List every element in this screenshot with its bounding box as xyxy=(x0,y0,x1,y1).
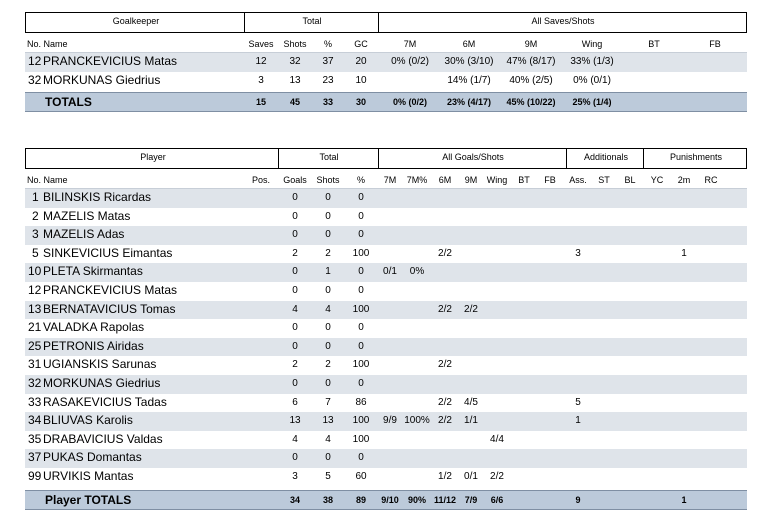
player-number: 2 xyxy=(32,208,39,223)
player-number: 31 xyxy=(28,357,42,372)
table-row xyxy=(25,356,747,375)
cell-m7: 0/1 xyxy=(383,266,397,278)
pl-col-6m: 6M xyxy=(438,175,452,185)
player-name: PLETA Skirmantas xyxy=(43,264,143,279)
cell-shots: 2 xyxy=(325,359,331,371)
gk-col-saves: Saves xyxy=(248,39,274,49)
gk-col-pct: % xyxy=(323,39,333,49)
goalkeeper-group-header: Goalkeeper xyxy=(25,12,245,33)
pl-col-ass: Ass. xyxy=(569,175,587,185)
table-row xyxy=(25,468,747,487)
player-number: 12 xyxy=(28,283,42,297)
pl-col-fb: FB xyxy=(544,175,556,185)
gk-col-bt: BT xyxy=(648,39,660,49)
cell-goals: 0 xyxy=(292,322,298,334)
pl-col-st: ST xyxy=(598,175,610,185)
player-goals-group-header: All Goals/Shots xyxy=(378,148,567,169)
player-number: 37 xyxy=(28,450,42,465)
cell-ass: 5 xyxy=(575,396,581,408)
pl-col-bt: BT xyxy=(518,175,530,185)
cell-pct: 0 xyxy=(358,322,364,334)
cell-pct: 0 xyxy=(358,210,364,222)
cell-goals: 0 xyxy=(292,192,298,203)
cell-pct: 100 xyxy=(352,415,370,427)
player-name: DRABAVICIUS Valdas xyxy=(43,431,163,446)
table-row: 12 PRANCKEVICIUS Matas 12 32 37 20 0% (0/2) 30% (3/10) 47% (8/17) 33% (1/3) xyxy=(25,53,747,72)
table-row xyxy=(25,245,747,264)
table-row: 32 MORKUNAS Giedrius 3 13 23 10 14% (1/7) 40% (2/5) 0% (0/1) xyxy=(28,73,611,87)
cell-wing: 4/4 xyxy=(490,433,504,445)
cell-pct: 0 xyxy=(358,266,364,278)
cell-m9: 0/1 xyxy=(464,471,478,482)
player-name: MORKUNAS Giedrius xyxy=(43,376,161,390)
player-number: 5 xyxy=(32,245,39,260)
pl-col-2m: 2m xyxy=(677,175,691,185)
cell-shots: 4 xyxy=(325,303,331,315)
cell-pct: 0 xyxy=(358,378,364,389)
cell-goals: 0 xyxy=(292,378,298,389)
pl-col-pct: % xyxy=(356,175,366,185)
player-name: MAZELIS Matas xyxy=(43,208,131,223)
cell-goals: 6 xyxy=(292,396,298,408)
pl-col-9m: 9M xyxy=(464,175,478,185)
pl-col-rc: RC xyxy=(704,175,718,185)
cell-m6: 2/2 xyxy=(438,247,452,259)
pl-col-shots: Shots xyxy=(316,175,340,185)
cell-goals: 4 xyxy=(292,303,298,315)
player-total-group-header: Total xyxy=(278,148,379,169)
cell-m6: 2/2 xyxy=(438,303,452,315)
player-name: BLIUVAS Karolis xyxy=(43,413,133,428)
cell-m6: 2/2 xyxy=(438,396,452,408)
player-name: BERNATAVICIUS Tomas xyxy=(43,301,176,316)
player-number: 3 xyxy=(32,227,39,242)
table-row xyxy=(25,319,747,338)
cell-shots: 0 xyxy=(325,378,331,389)
table-row xyxy=(25,449,747,468)
pl-col-bl: BL xyxy=(624,175,636,185)
player-number: 1 xyxy=(32,190,39,204)
cell-ass: 3 xyxy=(575,247,581,259)
cell-goals: 3 xyxy=(292,471,298,482)
cell-pct: 100 xyxy=(352,303,370,315)
cell-shots: 0 xyxy=(325,229,331,241)
player-number: 35 xyxy=(28,431,42,446)
player-name: URVIKIS Mantas xyxy=(43,469,134,483)
table-row xyxy=(25,431,747,450)
cell-shots: 4 xyxy=(325,433,331,445)
table-row xyxy=(25,394,747,413)
cell-goals: 2 xyxy=(292,247,298,259)
player-name: UGIANSKIS Sarunas xyxy=(43,357,157,372)
player-additionals-group-header: Additionals xyxy=(566,148,644,169)
pl-col-yc: YC xyxy=(650,175,664,185)
player-punishments-group-header: Punishments xyxy=(643,148,747,169)
player-number: 99 xyxy=(28,469,42,483)
cell-m9: 2/2 xyxy=(464,303,478,315)
cell-shots: 0 xyxy=(325,192,331,203)
cell-m6: 2/2 xyxy=(438,359,452,371)
player-number: 21 xyxy=(28,320,42,335)
gk-col-9m: 9M xyxy=(524,39,538,49)
table-row xyxy=(25,263,747,282)
cell-goals: 0 xyxy=(292,340,298,352)
cell-shots: 0 xyxy=(325,285,331,296)
cell-pct: 0 xyxy=(358,340,364,352)
pl-col-pos: Pos. xyxy=(251,175,271,185)
cell-m6: 2/2 xyxy=(438,415,452,427)
cell-pct: 100 xyxy=(352,359,370,371)
cell-shots: 5 xyxy=(325,471,331,482)
gk-col-gc: GC xyxy=(354,39,368,49)
cell-shots: 2 xyxy=(325,247,331,259)
cell-m9: 1/1 xyxy=(464,415,478,427)
cell-goals: 13 xyxy=(289,415,301,427)
cell-shots: 13 xyxy=(322,415,334,427)
table-row xyxy=(25,375,747,394)
goalkeeper-name: PRANCKEVICIUS Matas xyxy=(43,54,178,68)
player-name: PETRONIS Airidas xyxy=(43,338,144,353)
player-number: 25 xyxy=(28,338,42,353)
cell-goals: 0 xyxy=(292,452,298,464)
table-row xyxy=(25,208,747,227)
player-number: 10 xyxy=(28,264,42,279)
pl-col-7m: 7M xyxy=(383,175,397,185)
cell-ass: 1 xyxy=(575,415,581,427)
player-number: 33 xyxy=(28,394,42,409)
goalkeeper-saves-group-header: All Saves/Shots xyxy=(378,12,747,33)
cell-goals: 0 xyxy=(292,229,298,241)
cell-pct: 0 xyxy=(358,192,364,203)
cell-shots: 0 xyxy=(325,452,331,464)
cell-m7pct: 0% xyxy=(409,266,425,278)
table-row xyxy=(25,301,747,320)
player-name: SINKEVICIUS Eimantas xyxy=(43,245,173,260)
goalkeeper-totals-row: TOTALS 15 45 33 30 0% (0/2) 23% (4/17) 45% (10/22) 25% (1/4) xyxy=(25,92,747,112)
player-name: PRANCKEVICIUS Matas xyxy=(43,283,178,297)
table-row xyxy=(25,226,747,245)
player-name: BILINSKIS Ricardas xyxy=(43,190,152,204)
cell-pct: 0 xyxy=(358,229,364,241)
pl-col-wing: Wing xyxy=(486,175,508,185)
cell-pct: 100 xyxy=(352,247,370,259)
cell-shots: 0 xyxy=(325,210,331,222)
cell-goals: 0 xyxy=(292,285,298,296)
cell-shots: 7 xyxy=(325,396,331,408)
cell-pct: 86 xyxy=(355,396,367,408)
cell-pct: 60 xyxy=(355,471,367,482)
gk-col-6m: 6M xyxy=(462,39,476,49)
player-totals-row: Player TOTALS 34 38 89 9/10 90% 11/12 7/9 6/6 9 1 xyxy=(25,490,747,510)
table-row xyxy=(25,338,747,357)
player-number: 34 xyxy=(28,413,42,428)
player-number: 13 xyxy=(28,301,42,316)
cell-m2: 1 xyxy=(681,247,687,259)
table-row xyxy=(25,282,747,301)
cell-shots: 0 xyxy=(325,322,331,334)
cell-pct: 0 xyxy=(358,452,364,464)
cell-m6: 1/2 xyxy=(438,471,452,482)
cell-shots: 1 xyxy=(325,266,331,278)
cell-pct: 0 xyxy=(358,285,364,296)
player-number: 32 xyxy=(28,376,42,390)
cell-goals: 0 xyxy=(292,210,298,222)
pl-col-no-name: No. Name xyxy=(27,175,68,185)
cell-wing: 2/2 xyxy=(490,471,504,482)
gk-col-shots: Shots xyxy=(283,39,307,49)
table-row xyxy=(25,189,747,208)
player-group-header: Player xyxy=(25,148,279,169)
gk-col-fb: FB xyxy=(709,39,721,49)
cell-pct: 100 xyxy=(352,433,370,445)
cell-goals: 0 xyxy=(292,266,298,278)
cell-goals: 2 xyxy=(292,359,298,371)
pl-col-goals: Goals xyxy=(283,175,307,185)
table-row xyxy=(25,412,747,431)
goalkeeper-total-group-header: Total xyxy=(244,12,379,33)
player-name: MAZELIS Adas xyxy=(43,227,125,242)
cell-m7: 9/9 xyxy=(383,415,397,427)
pl-col-7mpct: 7M% xyxy=(406,175,428,185)
player-name: PUKAS Domantas xyxy=(43,450,142,465)
cell-shots: 0 xyxy=(325,340,331,352)
player-name: RASAKEVICIUS Tadas xyxy=(43,394,167,409)
cell-m9: 4/5 xyxy=(464,396,478,408)
cell-m7pct: 100% xyxy=(404,415,430,427)
player-name: VALADKA Rapolas xyxy=(43,320,145,335)
gk-col-wing: Wing xyxy=(581,39,603,49)
cell-goals: 4 xyxy=(292,433,298,445)
gk-col-7m: 7M xyxy=(403,39,417,49)
goalkeeper-name: MORKUNAS Giedrius xyxy=(43,73,161,87)
gk-col-no-name: No. Name xyxy=(27,39,68,49)
